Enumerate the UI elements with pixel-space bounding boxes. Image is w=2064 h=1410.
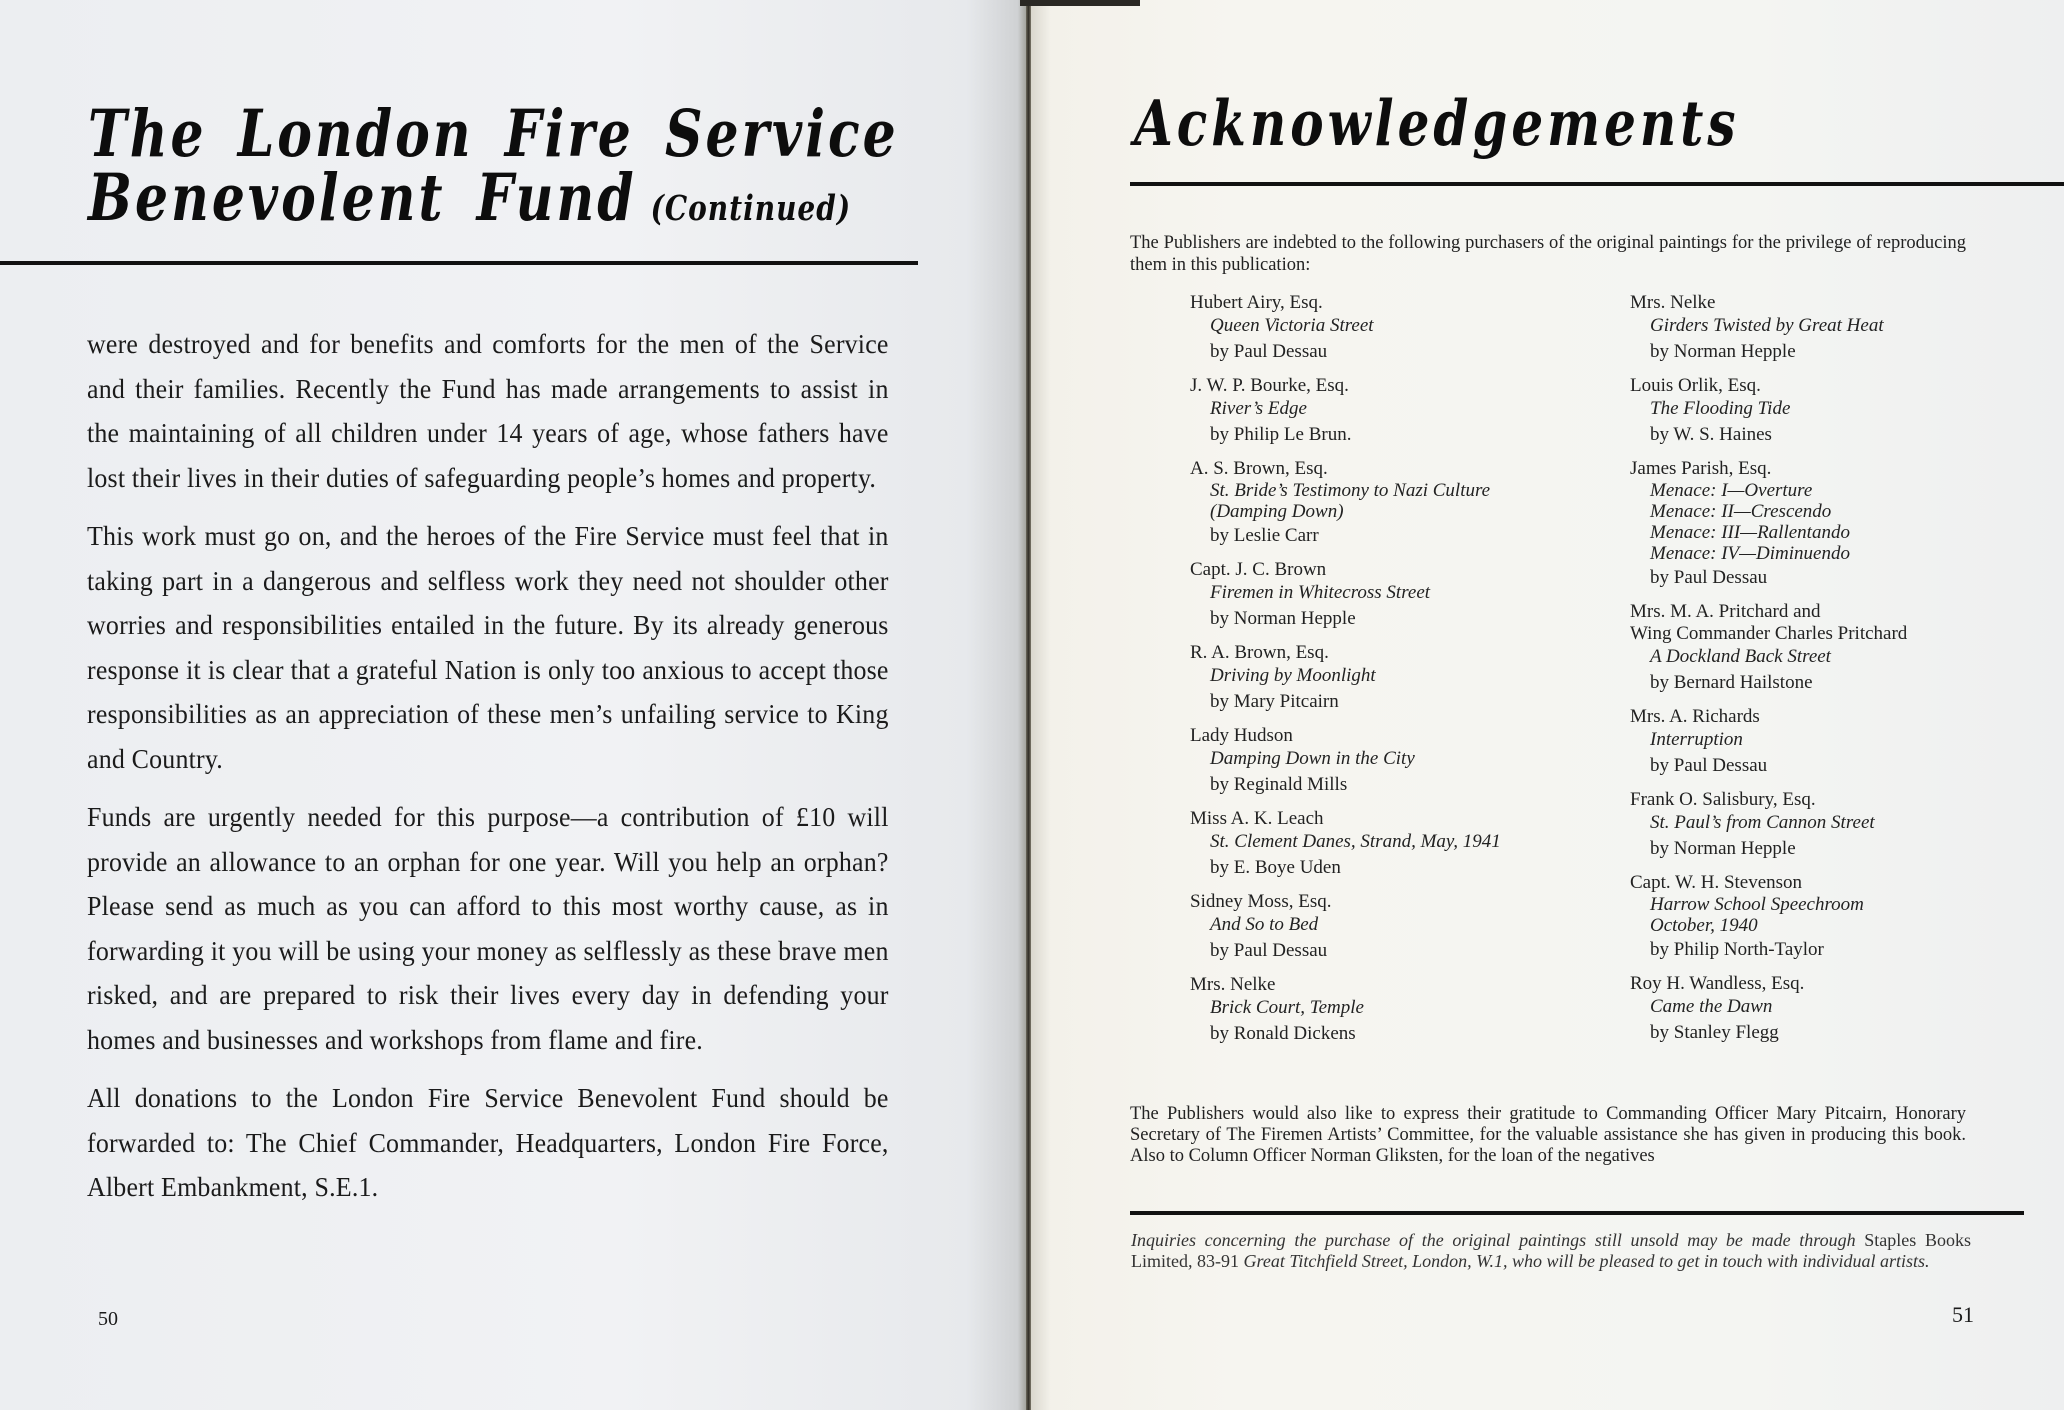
purchaser-name: Miss A. K. Leach (1190, 808, 1324, 829)
artist-credit: by Mary Pitcairn (1210, 691, 1339, 712)
painting-title: Menace: III—Rallentando (1650, 522, 1850, 543)
purchaser-name: James Parish, Esq. (1630, 458, 1772, 479)
purchaser-name: Louis Orlik, Esq. (1630, 375, 1761, 396)
painting-title: River’s Edge (1210, 398, 1307, 419)
inquiries-note (1131, 1230, 1971, 1272)
body-paragraph: All donations to the London Fire Service Benevolent Fund should be forwarded to: The Chief Commander, Headquarters, London Fire Force, Albert Embankment, S.E.1. (87, 1083, 889, 1202)
company-name: Staples Books Limited (1131, 1230, 1971, 1271)
left-page (0, 0, 1028, 1410)
painting-title: St. Bride’s Testimony to Nazi Culture (1210, 480, 1491, 501)
purchaser-name: Capt. W. H. Stevenson (1630, 872, 1803, 893)
artist-credit: by E. Boye Uden (1210, 857, 1341, 878)
acknowledgement-entry (1630, 601, 2010, 696)
page-number: 50 (98, 1308, 118, 1330)
artist-credit: by Philip Le Brun. (1210, 424, 1352, 445)
continued-label: (Continued) (650, 187, 852, 229)
acknowledgement-entry (1630, 375, 2010, 448)
page-number: 51 (1952, 1302, 1974, 1327)
painting-title: Menace: II—Crescendo (1650, 501, 1832, 522)
artist-credit: by Paul Dessau (1650, 755, 1768, 776)
acknowledgements-intro: The Publishers are indebted to the following purchasers of the original paintings for the privilege of reproducing them in this publication: (1130, 233, 1966, 275)
purchaser-name: R. A. Brown, Esq. (1190, 642, 1329, 663)
artist-credit: by Norman Hepple (1650, 838, 1796, 859)
body-paragraph: Funds are urgently needed for this purpose—a contribution of £10 will provide an allowance to an orphan for one year. Will you help an orphan? Please send as much as you can afford to this most worthy cause, as in forwarding it you will be using your money as selflessly as these brave men risked, and are prepared to risk their lives every day in defending your homes and businesses and workshops from flame and fire. (87, 802, 889, 1055)
title-divider (1130, 182, 2064, 186)
left-body-text (87, 322, 889, 1224)
purchaser-name: Hubert Airy, Esq. (1190, 292, 1323, 313)
inquiries-text: Great Titchfield Street, London, W.1, who will be pleased to get in touch with individual artists. (1239, 1251, 1930, 1271)
painting-title: Driving by Moonlight (1210, 665, 1376, 686)
body-paragraph: were destroyed and for benefits and comforts for the men of the Service and their families. Recently the Fund has made arrangements to assist in the maintaining of all children under 14 years of age, whose fathers have lost their lives in their duties of safeguarding people’s homes and property. (87, 329, 889, 493)
painting-title: Damping Down in the City (1210, 748, 1415, 769)
acknowledgement-entry (1630, 872, 2010, 963)
acknowledgement-entry (1630, 706, 2010, 779)
artist-credit: by Reginald Mills (1210, 774, 1348, 795)
book-gutter (1026, 0, 1031, 1410)
painting-title: And So to Bed (1210, 914, 1319, 935)
purchaser-name: Mrs. Nelke (1630, 292, 1716, 313)
footer-divider (1130, 1211, 2024, 1215)
artist-credit: by W. S. Haines (1650, 424, 1772, 445)
artist-credit: by Stanley Flegg (1650, 1022, 1779, 1043)
acknowledgement-entry (1190, 808, 1610, 881)
title-divider (0, 261, 918, 265)
purchaser-name: Mrs. M. A. Pritchard and Wing Commander Charles Pritchard (1630, 601, 1908, 644)
painting-title: Interruption (1650, 729, 1743, 750)
painting-title: Came the Dawn (1650, 996, 1773, 1017)
purchaser-name: A. S. Brown, Esq. (1190, 458, 1328, 479)
painting-title: Queen Victoria Street (1210, 315, 1374, 336)
artist-credit: by Bernard Hailstone (1650, 672, 1813, 693)
painting-title: Girders Twisted by Great Heat (1650, 315, 1884, 336)
painting-title: St. Paul’s from Cannon Street (1650, 812, 1875, 833)
painting-title: Menace: IV—Diminuendo (1650, 543, 1850, 564)
spine-shadow (1020, 0, 1140, 6)
acknowledgement-entry (1190, 559, 1610, 632)
right-page-title: Acknowledgements (1134, 86, 1740, 160)
artist-credit: by Leslie Carr (1210, 525, 1319, 546)
acknowledgement-entry (1190, 292, 1610, 365)
closing-paragraph: The Publishers would also like to express their gratitude to Commanding Officer Mary Pitcairn, Honorary Secretary of The Firemen Artists’ Committee, for the valuable assistance she has given in producing this book. Also to Column Officer Norman Gliksten, for the loan of the negatives (1130, 1104, 1966, 1166)
left-page-title-text: Benevolent Fund (88, 160, 637, 237)
acknowledgement-entry (1190, 725, 1610, 798)
acknowledgement-entry (1190, 458, 1610, 549)
painting-title: Menace: I—Overture (1650, 480, 1813, 501)
painting-title: October, 1940 (1650, 915, 1758, 936)
inquiries-text: , (1188, 1251, 1197, 1271)
purchaser-name: Frank O. Salisbury, Esq. (1630, 789, 1816, 810)
artist-credit: by Norman Hepple (1650, 341, 1796, 362)
acknowledgement-entry (1190, 891, 1610, 964)
artist-credit: by Paul Dessau (1210, 341, 1328, 362)
purchaser-name: Roy H. Wandless, Esq. (1630, 973, 1805, 994)
artist-credit: by Paul Dessau (1210, 940, 1328, 961)
acknowledgement-entry (1190, 642, 1610, 715)
body-paragraph: This work must go on, and the heroes of the Fire Service must feel that in taking part in a dangerous and selfless work they need not shoulder other worries and responsibilities entailed in the future. By its already generous response it is clear that a grateful Nation is only too anxious to accept those responsibilities as an appreciation of these men’s unfailing service to King and Country. (87, 521, 889, 774)
acknowledgements-column-2 (1630, 292, 2010, 1056)
painting-title: Harrow School Speechroom (1650, 894, 1864, 915)
left-page-title-line-2 (88, 160, 851, 236)
painting-title: Brick Court, Temple (1210, 997, 1364, 1018)
purchaser-name: Mrs. A. Richards (1630, 706, 1760, 727)
purchaser-name: Lady Hudson (1190, 725, 1293, 746)
painting-title: A Dockland Back Street (1650, 646, 1831, 667)
left-page-title-line-1: The London Fire Service (88, 96, 899, 173)
purchaser-name: Sidney Moss, Esq. (1190, 891, 1332, 912)
artist-credit: by Philip North-Taylor (1650, 939, 1824, 960)
artist-credit: by Norman Hepple (1210, 608, 1356, 629)
acknowledgement-entry (1630, 292, 2010, 365)
painting-title: The Flooding Tide (1650, 398, 1791, 419)
street-number: 83-91 (1197, 1251, 1239, 1271)
acknowledgement-entry (1630, 458, 2010, 591)
artist-credit: by Ronald Dickens (1210, 1023, 1356, 1044)
painting-title: St. Clement Danes, Strand, May, 1941 (1210, 831, 1501, 852)
artist-credit: by Paul Dessau (1650, 567, 1768, 588)
inquiries-text: Inquiries concerning the purchase of the original paintings still unsold may be made through (1131, 1230, 1865, 1250)
acknowledgement-entry (1630, 789, 2010, 862)
painting-title: Firemen in Whitecross Street (1210, 582, 1431, 603)
painting-title: (Damping Down) (1210, 501, 1344, 522)
purchaser-name: Mrs. Nelke (1190, 974, 1276, 995)
acknowledgement-entry (1190, 375, 1610, 448)
acknowledgement-entry (1190, 974, 1610, 1047)
purchaser-name: J. W. P. Bourke, Esq. (1190, 375, 1349, 396)
purchaser-name: Capt. J. C. Brown (1190, 559, 1327, 580)
acknowledgement-entry (1630, 973, 2010, 1046)
acknowledgements-column-1 (1190, 292, 1610, 1057)
